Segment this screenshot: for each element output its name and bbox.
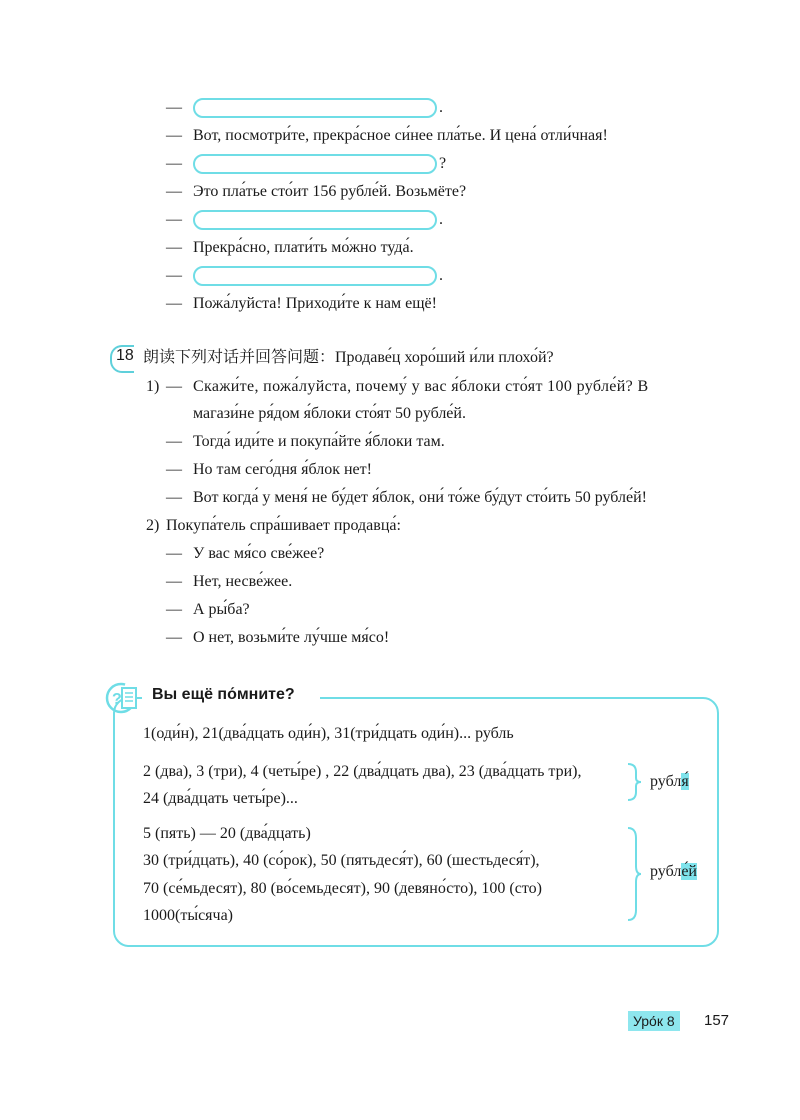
answer-blank-2[interactable] [193,154,437,174]
dash: — [166,239,182,256]
numeral-row: 2 (два), 3 (три), 4 (четы́ре) , 22 (два́дцать два), 23 (два́дцать три), [143,763,582,780]
ending-highlight: е́й [681,863,697,880]
label-stem: рубл [650,773,682,790]
dash: — [166,267,182,284]
dialog-line: У вас мя́со све́жее? [193,545,325,562]
dash: — [166,433,182,450]
case-label-genitive-plural [650,862,697,882]
curly-brace-icon [626,762,642,802]
dash: — [166,99,182,116]
dash: — [166,545,182,562]
dialog-line: А ры́ба? [193,601,250,618]
dash: — [166,573,182,590]
punctuation: . [439,99,443,116]
punctuation: ? [439,155,447,172]
part-intro: Покупа́тель спра́шивает продавца́: [166,517,401,534]
dash: — [166,601,182,618]
ending-highlight: я́ [681,773,689,790]
punctuation: . [439,267,443,284]
answer-blank-1[interactable] [193,98,437,118]
case-label-genitive-singular [650,772,689,792]
dialog-line: Пожа́луйста! Приходи́те к нам ещё! [193,295,437,312]
exercise-prompt: 朗读下列对话并回答问题：Продаве́ц хоро́ший и́ли плохо́й? [143,349,554,366]
dash: — [166,629,182,646]
dialog-line: Вот когда́ у меня́ не бу́дет я́блок, они́ то́же бу́дут сто́ить 50 рубле́й! [193,489,647,506]
dialog-line: О нет, возьми́те лу́чше мя́со! [193,629,390,646]
lesson-badge: Уро́к 8 [628,1011,680,1031]
dash: — [166,127,182,144]
dialog-line: Нет, несве́жее. [193,573,293,590]
numeral-row: 70 (се́мьдесят), 80 (во́семьдесят), 90 (девяно́сто), 100 (сто) [143,880,542,897]
dash: — [166,183,182,200]
part-label: 2) [146,517,160,534]
punctuation: . [439,211,443,228]
numeral-row: 1(оди́н), 21(два́дцать оди́н), 31(три́дцать оди́н)... рубль [143,725,514,742]
numeral-row: 5 (пять) — 20 (два́дцать) [143,825,311,842]
dash: — [166,295,182,312]
svg-text:?: ? [112,691,122,708]
page-number: 157 [704,1012,730,1029]
numeral-row: 24 (два́дцать четы́ре)... [143,790,298,807]
label-stem: рубл [650,863,682,880]
numeral-row: 30 (три́дцать), 40 (со́рок), 50 (пятьдеся́т), 60 (шестьдеся́т), [143,852,540,869]
dash: — [166,489,182,506]
answer-blank-4[interactable] [193,266,437,286]
reminder-title: Вы ещё по́мните? [152,686,295,703]
dialog-line: Но там сего́дня я́блок нет! [193,461,372,478]
answer-blank-3[interactable] [193,210,437,230]
dialog-line: Вот, посмотри́те, прекра́сное си́нее пла́тье. И цена́ отли́чная! [193,127,608,144]
dialog-line: Скажи́те, пожа́луйста, почему́ у вас я́блоки сто́ят 100 рубле́й? В [193,378,649,395]
dialog-line: Прекра́сно, плати́ть мо́жно туда́. [193,239,414,256]
dialog-line: Тогда́ иди́те и покупа́йте я́блоки там. [193,433,445,450]
dash: — [166,155,182,172]
dash: — [166,461,182,478]
question-notebook-icon [104,678,144,718]
curly-brace-icon [626,826,642,922]
dash: — [166,378,182,395]
dialog-line: Это пла́тье сто́ит 156 рубле́й. Возьмёте? [193,183,467,200]
dash: — [166,211,182,228]
numeral-row: 1000(ты́сяча) [143,907,234,924]
exercise-number-badge [110,345,136,371]
dialog-line: магази́не ря́дом я́блоки сто́ят 50 рубле́й. [193,405,466,422]
exercise-number: 18 [116,347,134,364]
part-label: 1) [146,378,160,395]
